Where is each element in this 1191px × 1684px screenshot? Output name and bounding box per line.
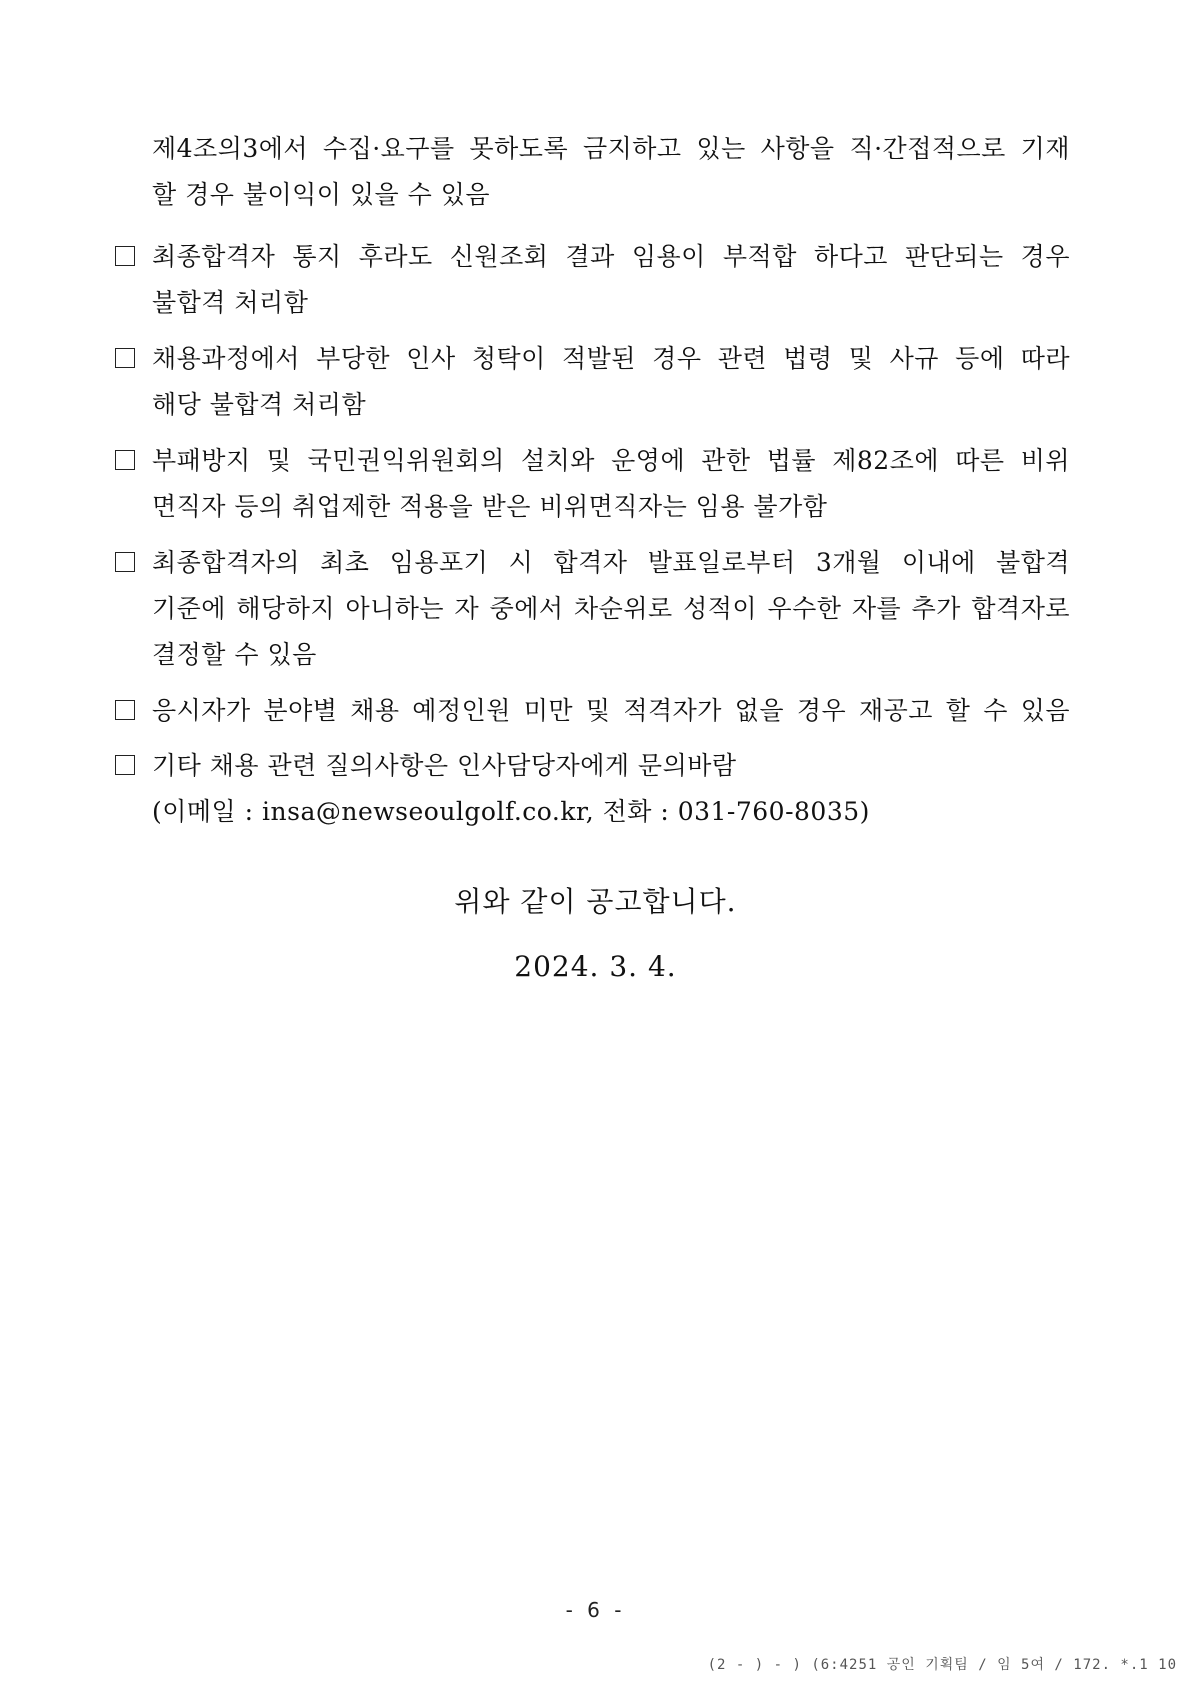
notice-item-text — [152, 438, 1070, 530]
notice-item-line: 기준에 해당하지 아니하는 자 중에서 차순위로 성적이 우수한 자를 추가 합격자로 — [152, 594, 1070, 623]
notice-item-line: 기타 채용 관련 질의사항은 인사담당자에게 문의바람 — [152, 751, 737, 780]
checkbox-icon — [115, 348, 135, 368]
checkbox-icon — [115, 450, 135, 470]
notice-item-line: 부패방지 및 국민권익위원회의 설치와 운영에 관한 법률 제82조에 따른 비위 — [152, 446, 1070, 475]
notice-item-text — [152, 688, 1070, 734]
notice-item-line: 면직자 등의 취업제한 적용을 받은 비위면직자는 임용 불가함 — [152, 492, 828, 521]
contact-info-line: (이메일 : insa@newseoulgolf.co.kr, 전화 : 031-760-8035) — [152, 797, 870, 826]
notice-item-line: 해당 불합격 처리함 — [152, 390, 367, 419]
notice-item-text — [152, 336, 1070, 428]
checkbox-icon — [115, 755, 135, 775]
intro-line-1: 제4조의3에서 수집·요구를 못하도록 금지하고 있는 사항을 직·간접적으로 기재 — [152, 134, 1070, 163]
checkbox-icon — [115, 700, 135, 720]
closing-statement: 위와 같이 공고합니다. — [454, 885, 737, 918]
notice-item-text — [152, 743, 1070, 835]
notice-item-line: 최종합격자 통지 후라도 신원조회 결과 임용이 부적합 하다고 판단되는 경우 — [152, 242, 1070, 271]
page-number: - 6 - — [565, 1598, 626, 1622]
notice-item-line: 최종합격자의 최초 임용포기 시 합격자 발표일로부터 3개월 이내에 불합격 — [152, 548, 1070, 577]
notice-item-line: 채용과정에서 부당한 인사 청탁이 적발된 경우 관련 법령 및 사규 등에 따라 — [152, 344, 1070, 373]
intro-line-2: 할 경우 불이익이 있을 수 있음 — [152, 180, 491, 209]
notice-item-line: 결정할 수 있음 — [152, 640, 317, 669]
intro-paragraph — [152, 126, 1070, 218]
checkbox-icon — [115, 552, 135, 572]
notice-item-line: 응시자가 분야별 채용 예정인원 미만 및 적격자가 없을 경우 재공고 할 수 있음 — [152, 696, 1070, 725]
notice-item-text — [152, 234, 1070, 326]
announcement-date: 2024. 3. 4. — [514, 950, 677, 983]
notice-item-line: 불합격 처리함 — [152, 288, 309, 317]
print-stamp: (2 - ) - ) (6:4251 공인 기획팀 / 임 5여 / 172. *.1 10 — [707, 1657, 1177, 1673]
checkbox-icon — [115, 246, 135, 266]
notice-item-text — [152, 540, 1070, 678]
